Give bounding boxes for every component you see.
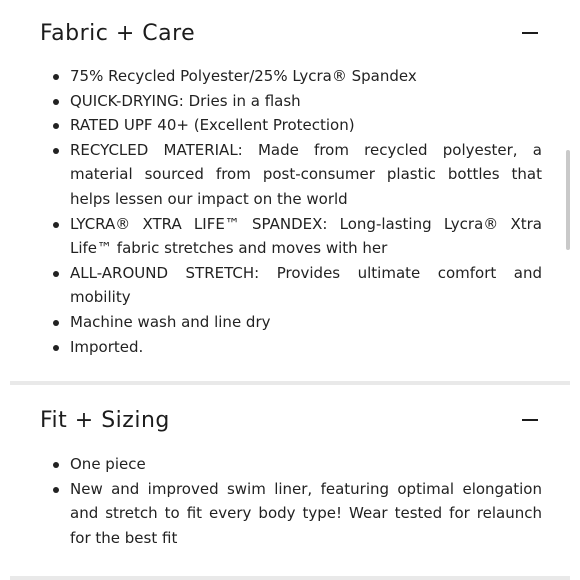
minus-icon[interactable]: [520, 410, 540, 430]
list-item: Imported.: [52, 335, 542, 360]
list-item: Machine wash and line dry: [52, 310, 542, 335]
scrollbar[interactable]: [566, 150, 570, 260]
list-item: RECYCLED MATERIAL: Made from recycled polyester, a material sourced from post-consumer plastic bottles that helps lessen our impact on the world: [52, 138, 542, 212]
list-item: LYCRA® XTRA LIFE™ SPANDEX: Long-lasting Lycra® Xtra Life™ fabric stretches and moves with her: [52, 212, 542, 261]
fabric-care-header[interactable]: [40, 18, 540, 48]
list-item: One piece: [52, 452, 542, 477]
fit-sizing-list: [52, 452, 542, 550]
scrollbar-thumb[interactable]: [566, 150, 570, 250]
minus-icon[interactable]: [520, 23, 540, 43]
list-item: 75% Recycled Polyester/25% Lycra® Spandex: [52, 64, 542, 89]
list-item: RATED UPF 40+ (Excellent Protection): [52, 113, 542, 138]
section-title: Fit + Sizing: [40, 407, 170, 433]
list-item: ALL-AROUND STRETCH: Provides ultimate comfort and mobility: [52, 261, 542, 310]
list-item: New and improved swim liner, featuring optimal elongation and stretch to fit every body type! Wear tested for relaunch for the best fit: [52, 477, 542, 551]
list-item: QUICK-DRYING: Dries in a flash: [52, 89, 542, 114]
section-divider: [10, 576, 570, 580]
fit-sizing-section: [0, 385, 580, 575]
fit-sizing-header[interactable]: [40, 405, 540, 435]
fabric-care-list: [52, 64, 542, 359]
section-title: Fabric + Care: [40, 20, 196, 46]
